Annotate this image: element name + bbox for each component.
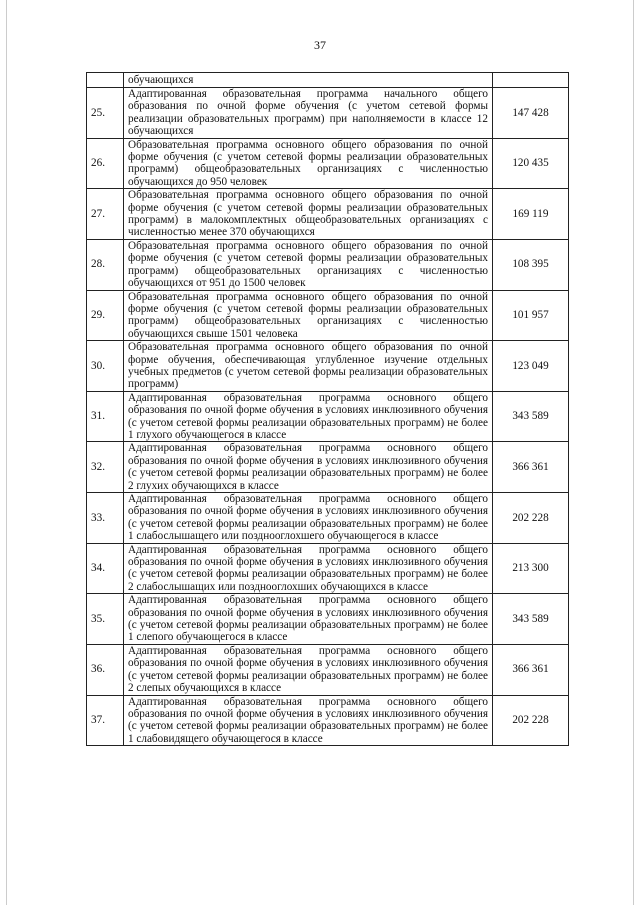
- continuation-text: обучающихся: [124, 73, 493, 88]
- row-description: Адаптированная образовательная программа основного общего образования по очной форме обучения в условиях инклюзивного обучения (с учетом сетевой формы реализации образовательных программ) не более 2 глухих обучающихся в классе: [124, 442, 493, 493]
- row-number: 29.: [87, 290, 124, 341]
- row-number: 30.: [87, 341, 124, 392]
- row-amount: 213 300: [493, 543, 569, 594]
- row-amount: 101 957: [493, 290, 569, 341]
- row-description: Образовательная программа основного общего образования по очной форме обучения (с учетом сетевой формы реализации образовательных программ) в малокомплектных общеобразовательных организациях с численностью менее 370 обучающихся: [124, 189, 493, 240]
- row-description: Адаптированная образовательная программа основного общего образования по очной форме обучения в условиях инклюзивного обучения (с учетом сетевой формы реализации образовательных программ) не более 2 слепых обучающихся в классе: [124, 644, 493, 695]
- page-number: 37: [314, 38, 326, 52]
- row-description: Адаптированная образовательная программа основного общего образования по очной форме обучения в условиях инклюзивного обучения (с учетом сетевой формы реализации образовательных программ) не более 1 слепого обучающегося в классе: [124, 594, 493, 645]
- table-row: [87, 341, 569, 392]
- scan-edge-left: [6, 0, 7, 905]
- row-amount: 202 228: [493, 695, 569, 746]
- row-number: 33.: [87, 493, 124, 544]
- table-body: [87, 73, 569, 746]
- table-row: [87, 695, 569, 746]
- row-description: Адаптированная образовательная программа основного общего образования по очной форме обучения в условиях инклюзивного обучения (с учетом сетевой формы реализации образовательных программ) не более 2 слабослышащих или позднооглохших обучающихся в классе: [124, 543, 493, 594]
- table-row: [87, 644, 569, 695]
- row-description: Образовательная программа основного общего образования по очной форме обучения (с учетом сетевой формы реализации образовательных программ) общеобразовательных организациях с численностью обучающихся до 950 человек: [124, 138, 493, 189]
- table-row: [87, 138, 569, 189]
- row-description: Образовательная программа основного общего образования по очной форме обучения (с учетом сетевой формы реализации образовательных программ) общеобразовательных организациях с численностью обучающихся свыше 1501 человека: [124, 290, 493, 341]
- row-description: Адаптированная образовательная программа начального общего образования по очной форме обучения (с учетом сетевой формы реализации образовательных программ) при наполняемости в классе 12 обучающихся: [124, 88, 493, 139]
- table-row: [87, 442, 569, 493]
- table-row: [87, 543, 569, 594]
- row-amount: 366 361: [493, 644, 569, 695]
- row-number: 31.: [87, 391, 124, 442]
- row-number: 28.: [87, 239, 124, 290]
- row-number: 27.: [87, 189, 124, 240]
- continuation-num-cell: [87, 73, 124, 88]
- row-number: 32.: [87, 442, 124, 493]
- row-number: 26.: [87, 138, 124, 189]
- row-number: 36.: [87, 644, 124, 695]
- row-amount: 343 589: [493, 391, 569, 442]
- row-amount: 123 049: [493, 341, 569, 392]
- continuation-row: [87, 73, 569, 88]
- row-description: Адаптированная образовательная программа основного общего образования по очной форме обучения в условиях инклюзивного обучения (с учетом сетевой формы реализации образовательных программ) не более 1 слабовидящего обучающегося в классе: [124, 695, 493, 746]
- table-row: [87, 290, 569, 341]
- row-number: 34.: [87, 543, 124, 594]
- row-amount: 202 228: [493, 493, 569, 544]
- row-amount: 366 361: [493, 442, 569, 493]
- row-amount: 147 428: [493, 88, 569, 139]
- row-amount: 108 395: [493, 239, 569, 290]
- continuation-amount-cell: [493, 73, 569, 88]
- row-number: 25.: [87, 88, 124, 139]
- row-amount: 169 119: [493, 189, 569, 240]
- row-amount: 120 435: [493, 138, 569, 189]
- table-row: [87, 594, 569, 645]
- table-row: [87, 88, 569, 139]
- row-description: Адаптированная образовательная программа основного общего образования по очной форме обучения в условиях инклюзивного обучения (с учетом сетевой формы реализации образовательных программ) не более 1 слабослышащего или позднооглохшего обучающегося в классе: [124, 493, 493, 544]
- scan-edge-right: [633, 0, 634, 905]
- table-row: [87, 189, 569, 240]
- table-row: [87, 239, 569, 290]
- row-number: 35.: [87, 594, 124, 645]
- row-description: Образовательная программа основного общего образования по очной форме обучения, обеспечивающая углубленное изучение отдельных учебных предметов (с учетом сетевой формы реализации образовательных программ): [124, 341, 493, 392]
- row-description: Адаптированная образовательная программа основного общего образования по очной форме обучения в условиях инклюзивного обучения (с учетом сетевой формы реализации образовательных программ) не более 1 глухого обучающегося в классе: [124, 391, 493, 442]
- row-amount: 343 589: [493, 594, 569, 645]
- table-row: [87, 391, 569, 442]
- table-row: [87, 493, 569, 544]
- row-number: 37.: [87, 695, 124, 746]
- row-description: Образовательная программа основного общего образования по очной форме обучения (с учетом сетевой формы реализации образовательных программ) общеобразовательных организациях с численностью обучающихся от 951 до 1500 человек: [124, 239, 493, 290]
- tariff-table: [86, 72, 569, 746]
